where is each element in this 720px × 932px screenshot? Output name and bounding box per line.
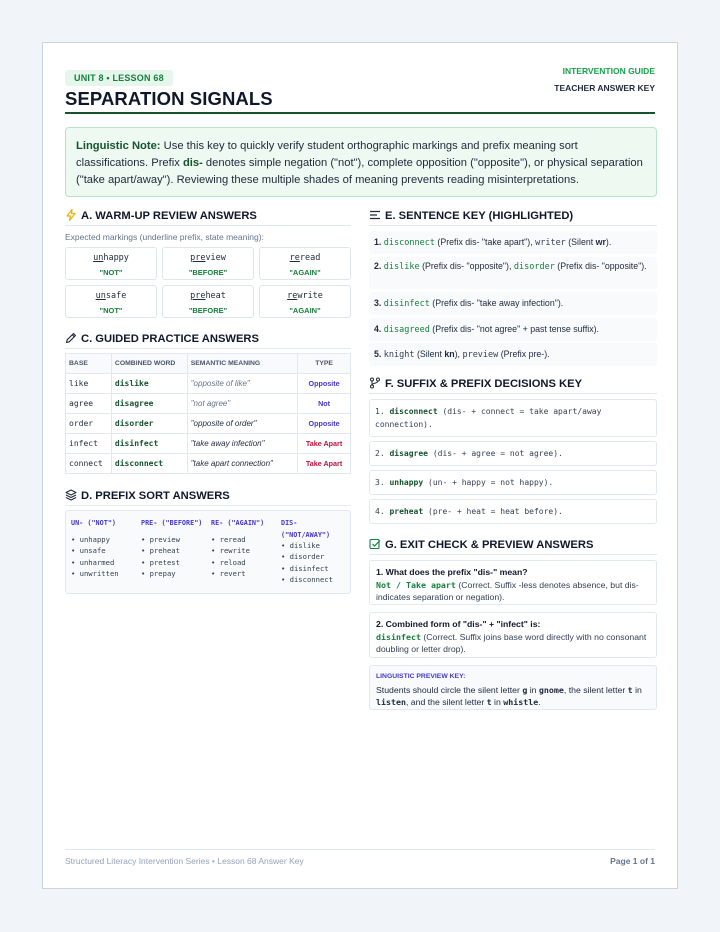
sentence-word: knight (383, 350, 415, 360)
section-c-title: C. GUIDED PRACTICE ANSWERS (81, 333, 259, 345)
sort-word: disorder (289, 552, 325, 562)
decision-word: preheat (389, 507, 424, 516)
base-cell: like (66, 374, 112, 394)
sort-word: rewrite (219, 546, 250, 556)
table-row (66, 414, 351, 434)
card-prefix: un (95, 291, 106, 301)
warmup-card (162, 285, 254, 318)
silent-letters: kn (444, 349, 455, 359)
page-header (65, 61, 655, 114)
row-num: 2. (374, 261, 382, 271)
row-num: 1. (375, 407, 385, 416)
meaning-cell: "not agree" (187, 394, 297, 414)
sort-word: disconnect (289, 574, 333, 584)
sentence-row (369, 292, 657, 315)
warmup-card (162, 247, 254, 280)
exit-check-card (369, 560, 657, 605)
sort-column (281, 517, 349, 585)
warmup-card (65, 285, 157, 318)
combined-cell: dislike (111, 374, 187, 394)
decision-row (369, 441, 657, 466)
silent-letter: t (486, 697, 492, 707)
sentence-row (369, 257, 657, 289)
card-rest: read (299, 253, 321, 263)
type-cell: Opposite (298, 374, 351, 394)
sort-column-head: RE- ("AGAIN") (211, 519, 265, 527)
sentence-text: (Prefix dis- "take away infection"). (429, 298, 564, 308)
preview-heading: LINGUISTIC PREVIEW KEY: (376, 673, 466, 680)
type-cell: Not (298, 394, 351, 414)
lines-icon (369, 209, 381, 221)
sort-column (71, 517, 137, 579)
table-row (66, 454, 351, 474)
col-header: BASE (66, 354, 112, 374)
sort-list (141, 534, 211, 579)
page-number: Page 1 of 1 (610, 856, 655, 866)
guided-practice-table (65, 353, 351, 474)
note-text-1: Use this key to quickly verify student orthographic markings and prefix meaning sort classifications. Prefix (76, 140, 578, 169)
preview-seg: , and the silent letter (405, 697, 487, 707)
row-num: 5. (374, 349, 382, 359)
key-label: TEACHER ANSWER KEY (554, 83, 655, 93)
card-rest: safe (105, 291, 127, 301)
sentence-text: (Prefix dis- "not agree" + past tense suffix). (429, 324, 600, 334)
sentence-word: disinfect (383, 299, 430, 309)
card-meaning: "AGAIN" (289, 306, 321, 315)
exit-check-card (369, 612, 657, 658)
note-label: Linguistic Note: (76, 140, 161, 152)
col-header: SEMANTIC MEANING (187, 354, 297, 374)
col-header: COMBINED WORD (111, 354, 187, 374)
row-num: 4. (374, 324, 382, 334)
list-item: • disconnect (281, 574, 333, 584)
sort-column (141, 517, 211, 579)
list-item: • reread (211, 535, 246, 544)
sort-word: preview (149, 535, 180, 544)
decision-text: (pre- + heat = heat before). (423, 507, 563, 516)
preview-word: whistle (503, 697, 539, 707)
combined-cell: disorder (111, 414, 187, 434)
linguistic-note (65, 127, 657, 197)
type-cell: Opposite (298, 414, 351, 434)
sort-list (71, 534, 137, 579)
exit-answer: disinfect (376, 631, 421, 642)
card-rest: heat (205, 291, 226, 301)
list-item: • revert (211, 568, 246, 578)
sentence-word: preview (462, 350, 499, 360)
silent-letter: t (627, 684, 633, 695)
sort-word: prepay (149, 568, 176, 578)
sort-word: revert (219, 568, 246, 578)
list-item: • preview (141, 535, 180, 544)
unit-badge: UNIT 8 • LESSON 68 (65, 70, 173, 86)
list-item: • reload (211, 557, 246, 567)
section-a-heading (65, 209, 351, 226)
exit-answer-text: (Correct. Suffix joins base word directly with no consonant doubling or letter drop). (376, 631, 647, 654)
silent-letter: g (522, 684, 528, 695)
type-cell: Take Apart (298, 454, 351, 474)
page-footer (65, 849, 655, 866)
decision-text: (dis- + agree = not agree). (428, 449, 563, 458)
section-c-heading (65, 332, 351, 349)
sentence-text: (Prefix dis- "opposite"). (554, 261, 647, 271)
preview-seg: in (632, 684, 642, 695)
base-cell: connect (66, 454, 112, 474)
combined-cell: disinfect (111, 434, 187, 454)
section-a-title: A. WARM-UP REVIEW ANSWERS (81, 210, 257, 222)
preview-seg: Students should circle the silent letter (376, 684, 523, 695)
sentence-text: (Silent (565, 237, 596, 247)
list-item: • prepay (141, 568, 176, 578)
table-header-row (66, 354, 351, 374)
checkbox-icon (369, 538, 381, 550)
prefix-sort-box (65, 510, 351, 594)
table-row (66, 394, 351, 414)
warmup-card (259, 247, 351, 280)
note-prefix: dis- (182, 157, 203, 169)
sentence-word: writer (535, 238, 566, 248)
section-a-subtitle: Expected markings (underline prefix, state meaning): (65, 232, 264, 242)
lightning-icon (65, 209, 77, 221)
card-prefix: pre (190, 253, 206, 263)
table-row (66, 374, 351, 394)
sentence-row (369, 231, 657, 254)
decision-word: disconnect (389, 407, 438, 416)
section-g-title: G. EXIT CHECK & PREVIEW ANSWERS (385, 539, 594, 551)
card-rest: happy (103, 253, 129, 263)
sort-word: pretest (149, 557, 180, 567)
guide-label: INTERVENTION GUIDE (562, 66, 655, 76)
sentence-word: disagreed (383, 325, 430, 335)
sort-column-head: PRE- ("BEFORE") (141, 519, 203, 527)
meaning-cell: "take apart connection" (187, 454, 297, 474)
sort-word: unwritten (79, 568, 119, 578)
row-num: 3. (375, 478, 385, 487)
sentence-row (369, 318, 657, 341)
card-rest: write (297, 291, 323, 301)
row-num: 3. (374, 298, 382, 308)
sort-word: reload (219, 557, 246, 567)
col-header: TYPE (298, 354, 351, 374)
sort-column (211, 517, 281, 579)
warmup-card (259, 285, 351, 318)
row-num: 1. (374, 237, 382, 247)
warmup-card (65, 247, 157, 280)
branch-icon (369, 377, 381, 389)
sort-list (281, 540, 349, 585)
card-prefix: pre (190, 291, 206, 301)
sentence-word: dislike (383, 262, 420, 272)
preview-word: gnome (538, 684, 564, 695)
footer-series: Structured Literacy Intervention Series • Lesson 68 Answer Key (65, 856, 304, 866)
meaning-cell: "take away infection" (187, 434, 297, 454)
row-num: 4. (375, 507, 385, 516)
section-g-heading (369, 538, 657, 555)
base-cell: order (66, 414, 112, 434)
sentence-word: disorder (513, 262, 555, 272)
sort-word: disinfect (289, 563, 329, 573)
card-prefix: un (93, 253, 104, 263)
row-num: 2. (375, 449, 385, 458)
sentence-row (369, 343, 657, 366)
section-f-heading (369, 377, 657, 394)
preview-seg: . (538, 697, 541, 707)
exit-answer-text: (Correct. Suffix -less denotes absence, but dis- indicates separation or negation). (376, 579, 639, 602)
card-rest: view (205, 253, 226, 263)
card-meaning: "NOT" (99, 306, 123, 315)
decision-word: disagree (389, 449, 428, 458)
header-right (554, 66, 655, 93)
note-text-2: denotes simple negation ("not"), complete opposition ("opposite"), or physical separation ("take apart/away"). Reviewing these multiple shades of meaning prevents reading misinterpretations. (76, 157, 643, 186)
base-cell: infect (66, 434, 112, 454)
sort-column-head: DIS- ("NOT/AWAY") (281, 519, 331, 539)
meaning-cell: "opposite of like" (187, 374, 297, 394)
preview-key-card (369, 665, 657, 710)
sentence-word: disconnect (383, 238, 435, 248)
section-e-title: E. SENTENCE KEY (HIGHLIGHTED) (385, 210, 574, 222)
card-meaning: "BEFORE" (188, 306, 228, 315)
card-meaning: "BEFORE" (188, 268, 228, 277)
list-item: • unsafe (71, 546, 106, 556)
type-cell: Take Apart (298, 434, 351, 454)
card-meaning: "NOT" (99, 268, 123, 277)
list-item: • rewrite (211, 546, 250, 556)
list-item: • unharmed (71, 557, 115, 567)
sort-word: dislike (289, 541, 320, 550)
list-item: • preheat (141, 546, 180, 556)
list-item: • unwritten (71, 568, 119, 578)
combined-cell: disconnect (111, 454, 187, 474)
preview-text (376, 684, 650, 709)
preview-seg: in (491, 697, 504, 707)
decision-text: (dis- + connect = take apart/away connection). (375, 407, 602, 429)
table-row (66, 434, 351, 454)
sentence-text: ), (454, 349, 463, 359)
combined-cell: disagree (111, 394, 187, 414)
decision-row (369, 470, 657, 495)
answer-key-page (42, 42, 678, 889)
sort-word: preheat (149, 546, 180, 556)
list-item: • pretest (141, 557, 180, 567)
pencil-icon (65, 332, 77, 344)
list-item: • disorder (281, 552, 325, 562)
base-cell: agree (66, 394, 112, 414)
sort-word: reread (219, 535, 246, 544)
decision-text: (un- + happy = not happy). (423, 478, 554, 487)
sentence-text: (Prefix dis- "take apart"), (434, 237, 536, 247)
sort-word: unharmed (79, 557, 115, 567)
decision-row (369, 399, 657, 437)
exit-answer: Not / Take apart (376, 579, 456, 590)
list-item: • unhappy (71, 535, 110, 544)
card-meaning: "AGAIN" (289, 268, 321, 277)
sentence-text: ). (605, 237, 612, 247)
list-item: • disinfect (281, 563, 329, 573)
preview-seg: in (527, 684, 539, 695)
card-prefix: re (289, 253, 300, 263)
sort-column-head: UN- ("NOT") (71, 519, 117, 527)
card-prefix: re (287, 291, 298, 301)
section-f-title: F. SUFFIX & PREFIX DECISIONS KEY (385, 378, 583, 390)
sort-word: unhappy (79, 535, 110, 544)
silent-letters: wr (595, 237, 606, 247)
preview-word: listen (376, 697, 406, 707)
section-d-title: D. PREFIX SORT ANSWERS (81, 490, 230, 502)
page-title: SEPARATION SIGNALS (65, 88, 273, 109)
section-d-heading (65, 489, 351, 506)
preview-seg: , the silent letter (563, 684, 628, 695)
sort-list (211, 534, 281, 579)
meaning-cell: "opposite of order" (187, 414, 297, 434)
sentence-text: (Silent (414, 349, 445, 359)
section-e-heading (369, 209, 657, 226)
exit-question: 2. Combined form of "dis-" + "infect" is: (376, 619, 541, 629)
layers-icon (65, 489, 77, 501)
decision-row (369, 499, 657, 524)
exit-question: 1. What does the prefix "dis-" mean? (376, 567, 528, 577)
sort-word: unsafe (79, 546, 106, 556)
sentence-text: (Prefix dis- "opposite"), (419, 261, 514, 271)
decision-word: unhappy (389, 478, 424, 487)
sentence-text: (Prefix pre-). (498, 349, 550, 359)
list-item: • dislike (281, 541, 320, 550)
